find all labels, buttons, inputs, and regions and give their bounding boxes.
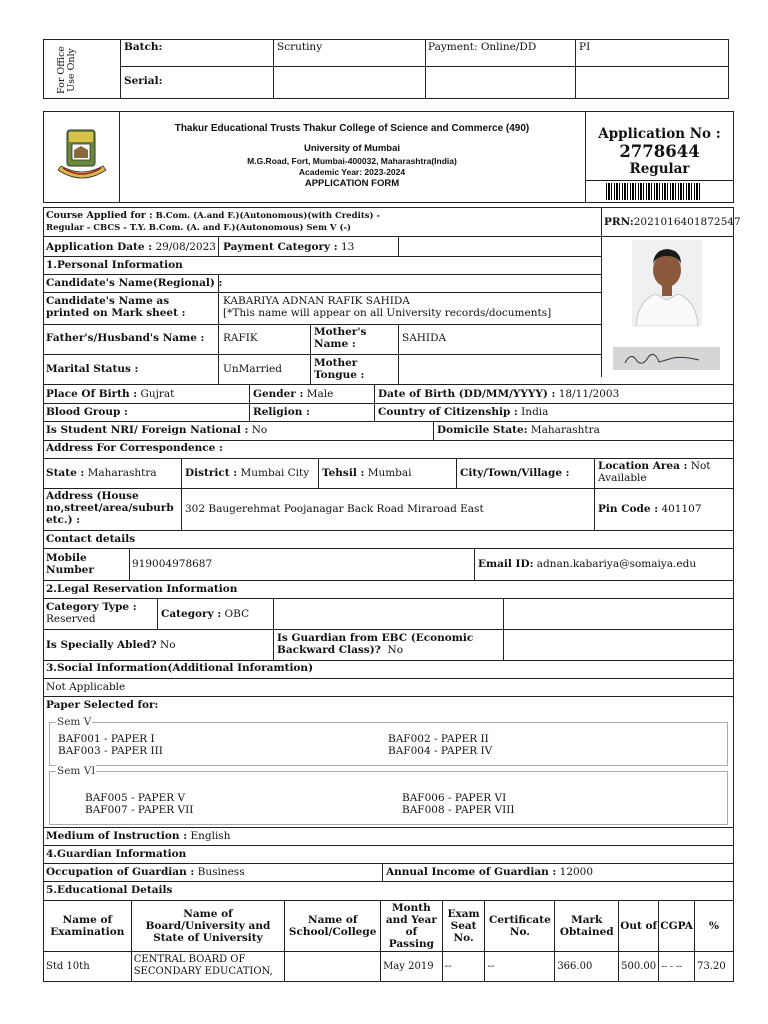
barcode xyxy=(606,183,700,200)
col-exam-name: Name of Examination xyxy=(44,901,132,952)
marital-label: Marital Status : xyxy=(46,363,139,375)
guardian-income: Annual Income of Guardian : 12000 xyxy=(386,866,594,878)
address-section: Address For Correspondence : xyxy=(46,442,223,454)
mobile-number: 919004978687 xyxy=(132,558,213,570)
prn: PRN:2021016401872547 xyxy=(604,216,741,228)
cell-board: CENTRAL BOARD OF SECONDARY EDUCATION, xyxy=(131,952,285,982)
col-marks: Mark Obtained xyxy=(555,901,619,952)
sem5-legend: Sem V xyxy=(57,716,92,728)
application-no-label: Application No : xyxy=(598,126,721,142)
location-area: Location Area : Not Available xyxy=(598,460,711,484)
col-school: Name of School/College xyxy=(285,901,381,952)
father-name: RAFIK xyxy=(223,332,258,344)
col-certificate: Certificate No. xyxy=(485,901,555,952)
batch-label: Batch: xyxy=(124,41,163,53)
cell-certificate: -- xyxy=(485,952,555,982)
blood-group: Blood Group : xyxy=(46,406,128,418)
contact-section: Contact details xyxy=(46,533,136,545)
guardian-occupation: Occupation of Guardian : Business xyxy=(46,866,245,878)
col-passing: Month and Year of Passing xyxy=(381,901,443,952)
category: Category : OBC xyxy=(161,608,250,620)
university-name: University of Mumbai xyxy=(303,143,401,154)
application-date: Application Date : 29/08/2023 xyxy=(46,241,216,253)
mobile-label: Mobile Number xyxy=(46,552,94,576)
cell-out-of: 500.00 xyxy=(619,952,659,982)
sem5-paper-4: BAF004 - PAPER IV xyxy=(388,745,493,757)
domicile-state: Domicile State: Maharashtra xyxy=(437,424,600,436)
col-board: Name of Board/University and State of University xyxy=(131,901,285,952)
name-note: [*This name will appear on all University records/documents] xyxy=(223,307,552,319)
social-value: Not Applicable xyxy=(46,681,126,693)
marital-status: UnMarried xyxy=(223,363,282,375)
education-header-row xyxy=(44,901,734,952)
state: State : Maharashtra xyxy=(46,467,157,479)
guardian-section: 4.Guardian Information xyxy=(46,848,187,860)
office-side-label: For Office Use Only xyxy=(56,46,77,94)
application-type: Regular xyxy=(629,161,690,177)
payment-label: Payment: Online/DD xyxy=(428,41,537,53)
cell-passing: May 2019 xyxy=(381,952,443,982)
serial-label: Serial: xyxy=(124,75,163,87)
nri-status: Is Student NRI/ Foreign National : No xyxy=(46,424,268,436)
pin-code: Pin Code : 401107 xyxy=(598,503,702,515)
candidate-name: KABARIYA ADNAN RAFIK SAHIDA xyxy=(223,295,410,307)
sem6-paper-1: BAF005 - PAPER V xyxy=(85,792,186,804)
date-of-birth: Date of Birth (DD/MM/YYYY) : 18/11/2003 xyxy=(378,388,620,400)
application-no: 2778644 xyxy=(619,142,700,161)
scrutiny-label: Scrutiny xyxy=(277,41,323,53)
name-regional-label: Candidate's Name(Regional) : xyxy=(46,277,223,289)
tehsil: Tehsil : Mumbai xyxy=(322,467,412,479)
academic-year: Academic Year: 2023-2024 xyxy=(298,167,406,177)
candidate-signature xyxy=(613,347,720,370)
religion: Religion : xyxy=(253,406,310,418)
cell-seat: -- xyxy=(442,952,485,982)
specially-abled: Is Specially Abled? No xyxy=(46,639,176,651)
sem5-paper-3: BAF003 - PAPER III xyxy=(58,745,163,757)
city: City/Town/Village : xyxy=(460,467,570,479)
sem5-paper-2: BAF002 - PAPER II xyxy=(388,733,489,745)
cell-cgpa: -- - -- xyxy=(659,952,695,982)
sem6-paper-2: BAF006 - PAPER VI xyxy=(402,792,507,804)
mother-label: Mother's Name : xyxy=(314,326,367,350)
house-address-label: Address (House no,street/area/suburb etc.) : xyxy=(46,490,174,526)
papers-section: Paper Selected for: xyxy=(46,699,159,711)
payment-category: Payment Category : 13 xyxy=(223,241,355,253)
district: District : Mumbai City xyxy=(185,467,310,479)
col-percent: % xyxy=(695,901,734,952)
sem6-legend: Sem VI xyxy=(57,765,96,777)
candidate-photo xyxy=(632,240,702,326)
guardian-ebc: Is Guardian from EBC (Economic Backward Class)? No xyxy=(277,632,474,656)
mother-tongue-label: Mother Tongue : xyxy=(314,357,365,381)
citizenship: Country of Citizenship : India xyxy=(378,406,549,418)
col-seat: Exam Seat No. xyxy=(442,901,485,952)
education-section: 5.Educational Details xyxy=(46,884,173,896)
father-label: Father's/Husband's Name : xyxy=(46,332,205,344)
social-section: 3.Social Information(Additional Inforamtion) xyxy=(46,662,314,674)
sem5-paper-1: BAF001 - PAPER I xyxy=(58,733,155,745)
course-applied: Course Applied for : B.Com. (A.and F.)(Autonomous)(with Credits) - Regular - CBCS - T.Y. B.Com. (A. and F.)(Autonomous) Sem V (-) xyxy=(46,210,381,233)
reservation-section: 2.Legal Reservation Information xyxy=(46,583,238,595)
form-title: APPLICATION FORM xyxy=(304,178,400,189)
name-marksheet-label: Candidate's Name as printed on Mark sheet : xyxy=(46,295,186,319)
birth-place: Place Of Birth : Gujrat xyxy=(46,388,175,400)
university-logo xyxy=(55,128,109,184)
cell-school xyxy=(285,952,381,982)
category-type: Category Type : Reserved xyxy=(46,601,137,625)
medium-of-instruction: Medium of Instruction : English xyxy=(46,830,231,842)
col-out-of: Out of xyxy=(619,901,659,952)
pi-label: PI xyxy=(579,41,591,53)
personal-section: 1.Personal Information xyxy=(46,259,183,271)
sem6-paper-3: BAF007 - PAPER VII xyxy=(85,804,194,816)
gender: Gender : Male xyxy=(253,388,334,400)
trust-line: Thakur Educational Trusts Thakur College of Science and Commerce (490) xyxy=(174,123,530,134)
cell-exam: Std 10th xyxy=(44,952,132,982)
education-table xyxy=(43,900,734,982)
table-row xyxy=(44,952,734,982)
cell-marks: 366.00 xyxy=(555,952,619,982)
email: Email ID: adnan.kabariya@somaiya.edu xyxy=(478,558,697,570)
house-address: 302 Baugerehmat Poojanagar Back Road Miraroad East xyxy=(185,503,484,515)
col-cgpa: CGPA xyxy=(659,901,695,952)
university-address: M.G.Road, Fort, Mumbai-400032, Maharashtra(India) xyxy=(247,156,457,166)
sem6-paper-4: BAF008 - PAPER VIII xyxy=(402,804,515,816)
mother-name: SAHIDA xyxy=(402,332,447,344)
cell-percent: 73.20 xyxy=(695,952,734,982)
